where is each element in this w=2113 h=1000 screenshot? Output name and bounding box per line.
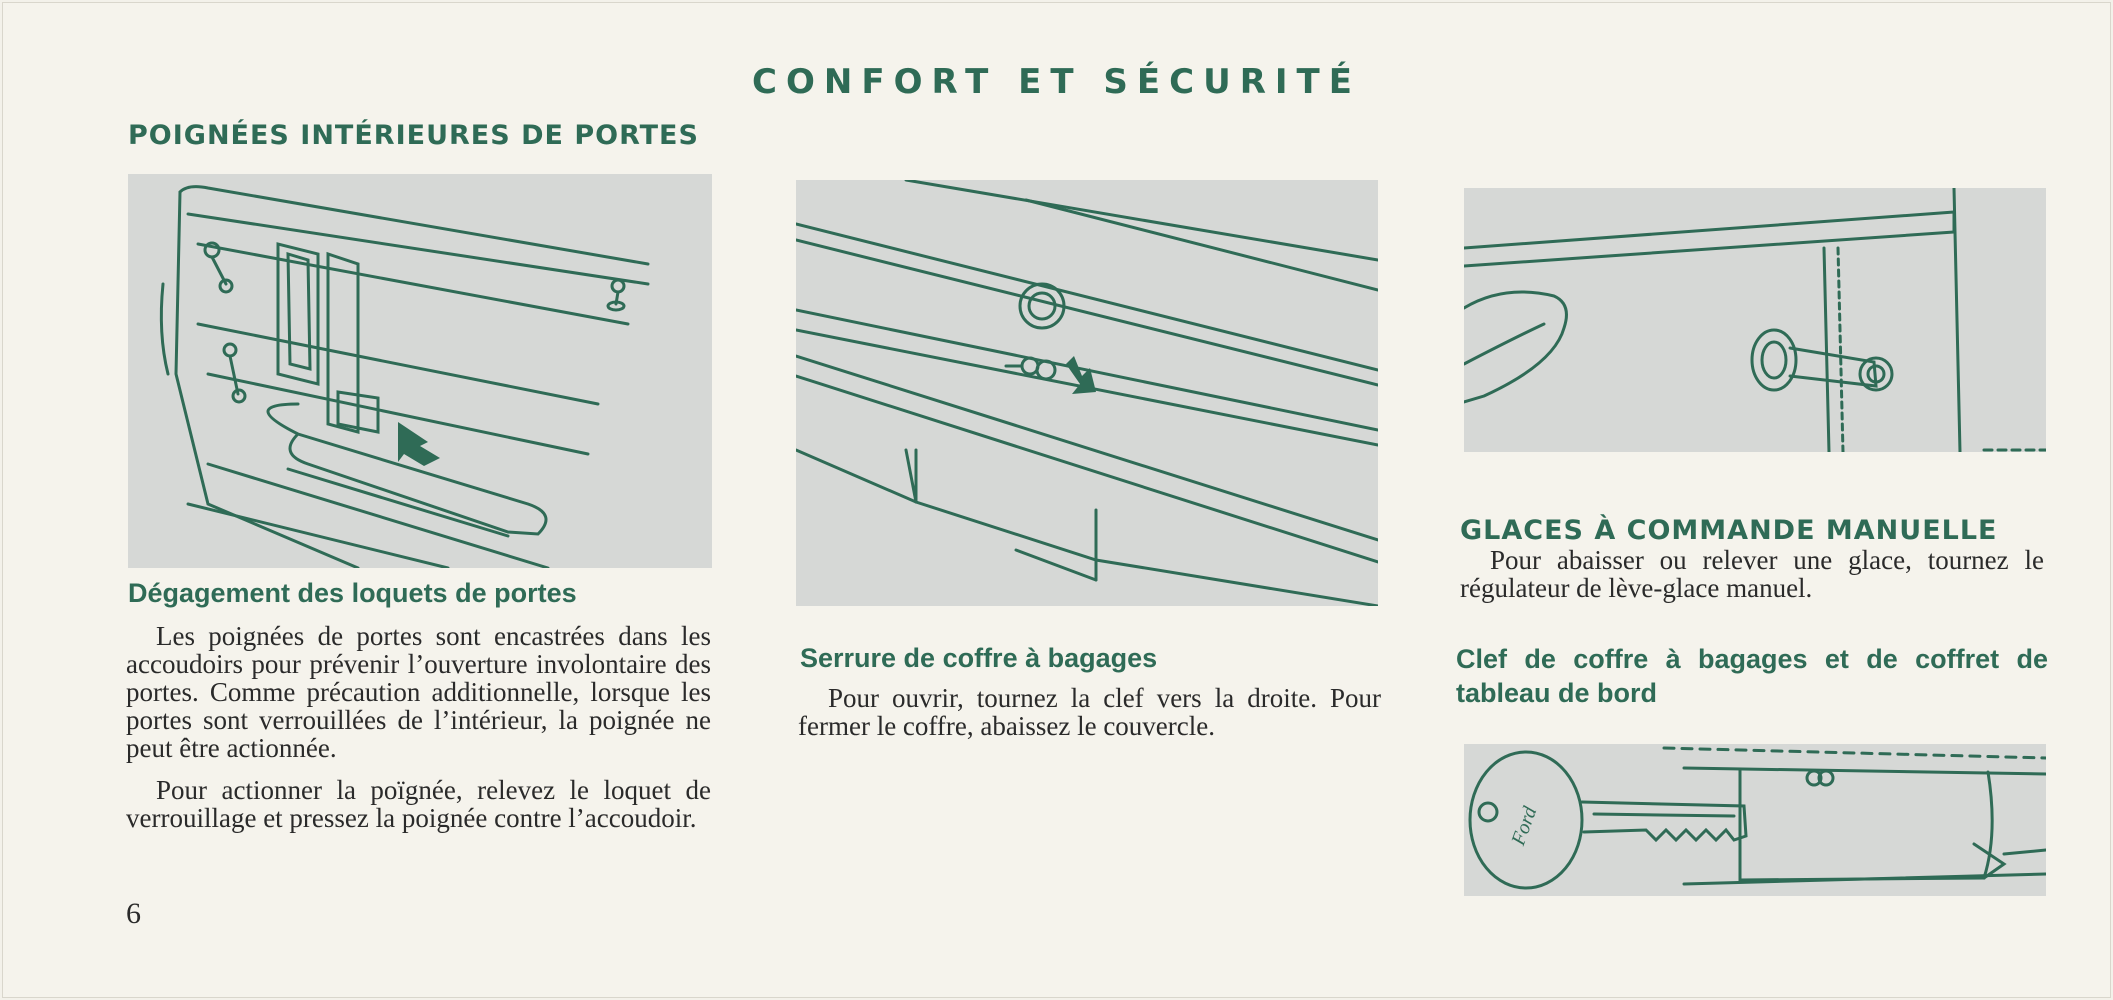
door-handle-paragraph-1: Les poignées de portes sont encastrées dans les accoudoirs pour prévenir l’ouverture involontaire des portes. Comme précaution additionnelle, lorsque les portes sont verrouillées de l’intérieur, la poignée ne peut être actionnée. [126,621,711,763]
section-heading-windows: GLACES À COMMANDE MANUELLE [1460,515,1998,546]
subheading-door-latch: Dégagement des loquets de portes [128,578,577,608]
ford-logo: Ford [1507,803,1542,849]
subheading-key: Clef de coffre à bagages et de coffret de tableau de bord [1456,644,2048,708]
key-illustration [1464,744,2046,896]
windows-text [1460,546,2044,602]
subheading-trunk-lock: Serrure de coffre à bagages [800,643,1158,673]
trunk-lock-paragraph: Pour ouvrir, tournez la clef vers la droite. Pour fermer le coffre, abaissez le couvercle. [798,683,1381,741]
window-crank-illustration [1464,188,2046,452]
door-handle-illustration [128,174,712,568]
trunk-lock-illustration [796,180,1378,606]
section-heading-door-handles: POIGNÉES INTÉRIEURES DE PORTES [128,120,699,151]
door-handle-text [126,622,711,832]
page-title: CONFORT ET SÉCURITÉ [752,62,1361,102]
page-number: 6 [126,897,141,930]
door-handle-paragraph-2: Pour actionner la poïgnée, relevez le loquet de verrouillage et pressez la poignée contre l’accoudoir. [126,775,711,833]
trunk-lock-text [798,684,1381,740]
windows-paragraph: Pour abaisser ou relever une glace, tournez le régulateur de lève-glace manuel. [1460,545,2044,603]
